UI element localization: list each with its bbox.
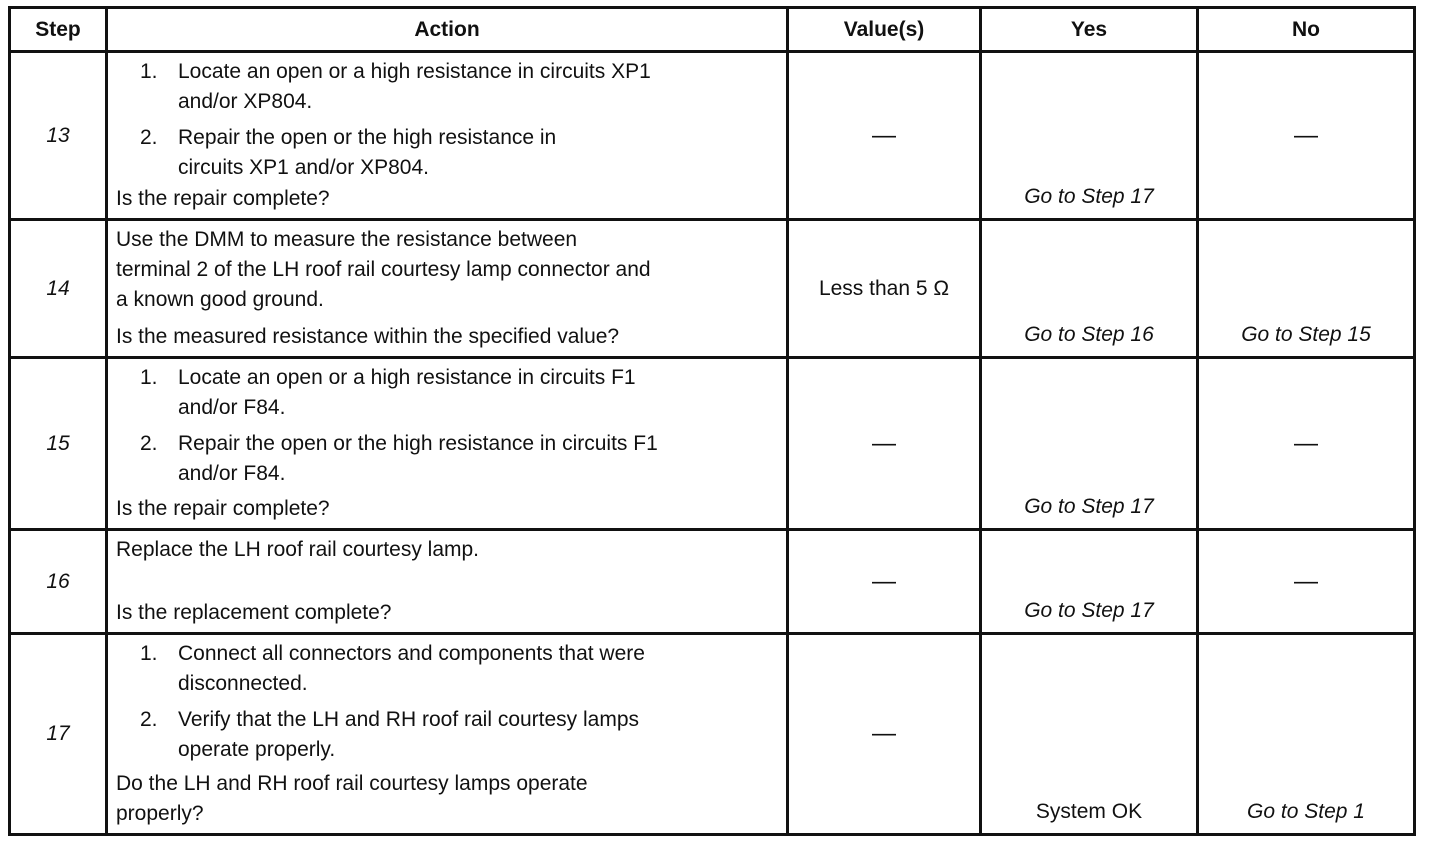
item-number: 2. [140, 432, 158, 455]
table-border-right [1413, 6, 1416, 836]
list-item [116, 705, 778, 765]
action-cell [108, 635, 786, 833]
question-line: properly? [116, 802, 204, 825]
header-action: Action [414, 17, 480, 41]
step-number: 14 [46, 276, 70, 300]
list-item [116, 123, 778, 183]
question-text: Is the measured resistance within the specified value? [116, 325, 620, 348]
yes-cell: Go to Step 17 [1024, 185, 1154, 208]
no-cell: — [1294, 567, 1318, 595]
value-cell: Less than 5 Ω [818, 276, 950, 300]
yes-cell: Go to Step 17 [1024, 495, 1154, 518]
question-text: Is the repair complete? [116, 497, 330, 520]
no-cell: Go to Step 1 [1247, 800, 1365, 823]
item-text-line: and/or F84. [178, 396, 286, 419]
item-text-line: and/or XP804. [178, 90, 313, 113]
item-text-line: circuits XP1 and/or XP804. [178, 156, 429, 179]
value-cell: — [872, 720, 896, 747]
yes-cell: Go to Step 17 [1024, 599, 1154, 622]
action-cell [108, 531, 786, 632]
step-number: 17 [46, 722, 70, 745]
action-text-line: terminal 2 of the LH roof rail courtesy lamp connector and [116, 258, 651, 281]
header-step: Step [35, 17, 81, 41]
item-number: 1. [140, 60, 158, 83]
table-border-bottom [8, 833, 1416, 836]
value-cell: — [872, 429, 896, 457]
no-cell: — [1294, 429, 1318, 457]
item-number: 2. [140, 708, 158, 731]
header-yes: Yes [1070, 17, 1108, 41]
item-text-line: Verify that the LH and RH roof rail courtesy lamps [178, 708, 640, 731]
item-text-line: Connect all connectors and components that were [178, 642, 645, 665]
list-item [116, 639, 778, 699]
diagnostic-table [8, 6, 1416, 836]
question-text: Is the replacement complete? [116, 601, 392, 624]
action-cell [108, 53, 786, 218]
no-cell: — [1294, 121, 1318, 149]
item-text-line: and/or F84. [178, 462, 286, 485]
header-values: Value(s) [843, 17, 925, 41]
item-number: 2. [140, 126, 158, 149]
header-no: No [1292, 17, 1320, 41]
action-cell [108, 359, 786, 528]
no-cell: Go to Step 15 [1241, 323, 1371, 346]
item-number: 1. [140, 642, 158, 665]
item-text-line: Locate an open or a high resistance in circuits XP1 [178, 60, 651, 83]
item-text-line: Repair the open or the high resistance in [178, 126, 557, 149]
item-text-line: Repair the open or the high resistance in circuits F1 [178, 432, 658, 455]
question-line: Do the LH and RH roof rail courtesy lamps operate [116, 772, 588, 795]
step-number: 15 [46, 431, 70, 455]
list-item [116, 57, 778, 117]
question-text [116, 769, 778, 829]
item-text-line: Locate an open or a high resistance in circuits F1 [178, 366, 636, 389]
list-item [116, 429, 778, 489]
question-text: Is the repair complete? [116, 187, 330, 210]
yes-cell: Go to Step 16 [1024, 323, 1154, 346]
item-text-line: disconnected. [178, 672, 308, 695]
action-text-line: a known good ground. [116, 288, 324, 311]
value-cell: — [872, 567, 896, 595]
action-text-line: Replace the LH roof rail courtesy lamp. [116, 538, 479, 561]
list-item [116, 363, 778, 423]
action-text-line: Use the DMM to measure the resistance between [116, 228, 578, 251]
step-number: 16 [46, 569, 70, 593]
value-cell: — [872, 121, 896, 149]
item-number: 1. [140, 366, 158, 389]
yes-cell: System OK [1035, 800, 1143, 823]
step-number: 13 [46, 123, 70, 147]
item-text-line: operate properly. [178, 738, 336, 761]
action-cell [108, 221, 786, 356]
